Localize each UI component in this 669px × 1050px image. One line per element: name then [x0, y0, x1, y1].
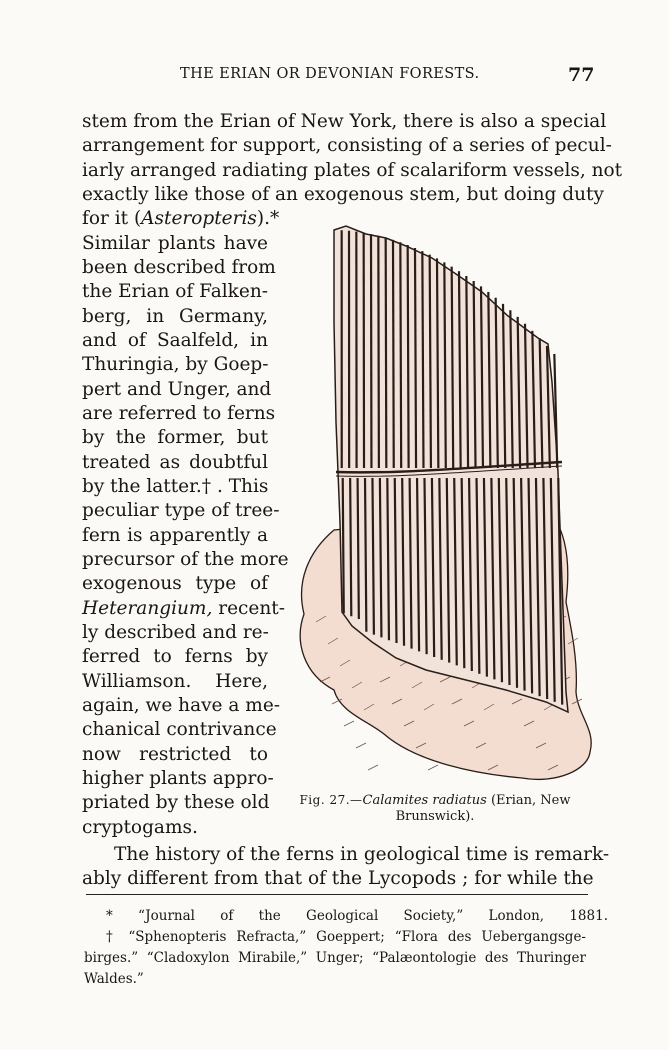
column-line: the Erian of Falken-	[82, 281, 268, 302]
body-line: iarly arranged radiating plates of scalariform vessels, not	[82, 160, 623, 181]
column-line: by the latter.† . This	[82, 476, 269, 497]
footnote-rule	[86, 894, 588, 895]
column-line: ferred to ferns by	[82, 646, 268, 667]
taxon-asteropteris: Asteropteris	[141, 208, 257, 229]
column-line: exogenous type of	[82, 573, 268, 594]
body-line-asteropteris: for it (Asteropteris).*	[82, 208, 280, 229]
column-line: fern is apparently a	[82, 525, 268, 546]
column-line: by the former, but	[82, 427, 268, 448]
rib-upper	[415, 248, 416, 468]
rib-upper	[400, 242, 401, 468]
footnote: * “Journal of the Geological Society,” London, 1881.	[106, 908, 608, 924]
hatch-stroke	[356, 743, 366, 748]
column-line: higher plants appro-	[82, 768, 274, 789]
rib-upper	[422, 251, 423, 468]
taxon-heterangium: Heterangium,	[82, 598, 213, 619]
rib-lower	[380, 478, 382, 637]
column-line: cryptogams.	[82, 817, 198, 838]
hatch-stroke	[344, 721, 354, 726]
column-line: chanical contrivance	[82, 719, 277, 740]
footnote: † “Sphenopteris Refracta,” Goeppert; “Flora des Uebergangsge-	[106, 929, 586, 945]
column-line: ly described and re-	[82, 622, 269, 643]
body-line: arrangement for support, consisting of a series of pecul-	[82, 135, 612, 156]
hatch-stroke	[428, 765, 438, 770]
column-line: are referred to ferns	[82, 403, 276, 424]
rib-lower	[365, 478, 366, 632]
column-line: Thuringia, by Goep-	[82, 354, 269, 375]
rib-upper	[408, 245, 409, 468]
column-line: peculiar type of tree-	[82, 500, 280, 521]
column-line: treated as doubtful	[82, 452, 268, 473]
rib-upper	[452, 267, 454, 468]
body-line: exactly like those of an exogenous stem, but doing duty	[82, 184, 604, 205]
column-line: berg, in Germany,	[82, 306, 268, 327]
running-header: THE ERIAN OR DEVONIAN FORESTS.	[180, 66, 480, 82]
body-line: stem from the Erian of New York, there is also a special	[82, 111, 607, 132]
rib-lower	[372, 478, 373, 635]
column-line: priated by these old	[82, 792, 270, 813]
rib-upper	[437, 258, 438, 468]
column-line: been described from	[82, 257, 276, 278]
column-line: and of Saalfeld, in	[82, 330, 268, 351]
caption-prefix: Fig. 27.—	[299, 793, 363, 807]
caption-taxon: Calamites radiatus	[362, 793, 487, 808]
rib-lower	[358, 478, 359, 619]
rib-upper	[393, 240, 394, 468]
rib-upper	[444, 262, 445, 468]
column-line: pert and Unger, and	[82, 379, 272, 400]
body-line: The history of the ferns in geological time is remark-	[114, 844, 610, 865]
hatch-stroke	[368, 765, 378, 770]
page-number: 77	[568, 64, 595, 86]
rib-lower	[350, 478, 351, 616]
rib-upper	[430, 255, 431, 468]
body-line: ably different from that of the Lycopods ; for while the	[82, 868, 594, 889]
rib-lower	[343, 478, 344, 613]
column-line: again, we have a me-	[82, 695, 281, 716]
calamites-figure	[286, 222, 596, 784]
column-line: Williamson. Here,	[82, 671, 268, 692]
column-line: now restricted to	[82, 744, 268, 765]
caption-rest: (Erian, New Brunswick).	[395, 793, 571, 824]
rib-upper	[386, 238, 387, 468]
footnote: Waldes.”	[84, 971, 144, 987]
column-line-heterangium: Heterangium, recent-	[82, 598, 285, 619]
footnote: birges.” “Cladoxylon Mirabile,” Unger; “Palæontologie des Thuringer	[84, 950, 586, 966]
column-line: Similar plants have	[82, 233, 268, 254]
figure-caption	[290, 792, 580, 825]
column-line: precursor of the more	[82, 549, 289, 570]
rib-upper	[378, 236, 379, 468]
